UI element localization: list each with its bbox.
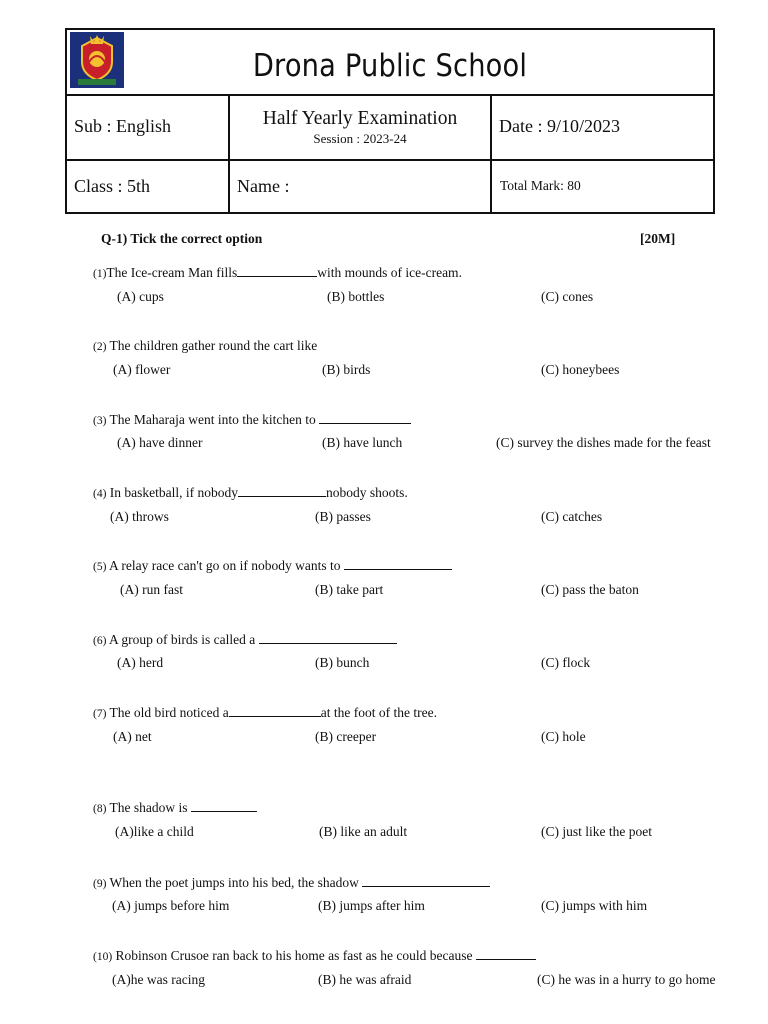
total-marks: Total Mark: 80	[500, 178, 581, 193]
question-text-after: nobody shoots.	[326, 485, 408, 500]
option-a: (A) throws	[110, 509, 169, 524]
question-number: (9)	[93, 878, 107, 890]
question-number: (7)	[93, 708, 107, 720]
option-b: (B) jumps after him	[318, 898, 425, 913]
option-c: (C) survey the dishes made for the feast	[496, 435, 711, 450]
option-a: (A) herd	[117, 655, 164, 670]
answer-blank	[229, 704, 321, 717]
option-b: (B) bunch	[315, 655, 370, 670]
subject-cell	[67, 96, 230, 161]
question-text: The Maharaja went into the kitchen to	[106, 412, 320, 427]
option-b: (B) take part	[315, 582, 384, 597]
option-b: (B) passes	[315, 509, 371, 524]
option-b: (B) creeper	[315, 729, 377, 744]
answer-blank	[476, 947, 536, 960]
question-number: (1)	[93, 268, 107, 280]
question-number: (3)	[93, 415, 107, 427]
answer-blank	[344, 557, 452, 570]
question-7	[93, 704, 437, 721]
option-b: (B) like an adult	[319, 824, 408, 839]
total-marks-cell	[492, 161, 715, 214]
option-b: (B) bottles	[327, 289, 385, 304]
question-10	[93, 947, 536, 964]
option-c: (C) catches	[541, 509, 603, 524]
option-c: (C) hole	[541, 729, 586, 744]
answer-blank	[362, 874, 490, 887]
option-c: (C) he was in a hurry to go home	[537, 972, 716, 987]
option-c: (C) flock	[541, 655, 591, 670]
question-text: The old bird noticed a	[106, 705, 229, 720]
option-a: (A) net	[113, 729, 152, 744]
option-c: (C) cones	[541, 289, 594, 304]
question-number: (4)	[93, 488, 107, 500]
question-text: The children gather round the cart like	[106, 338, 318, 353]
subject-label: Sub : English	[74, 116, 172, 136]
name-cell	[230, 161, 492, 214]
section-marks: [20M]	[640, 231, 676, 246]
exam-title: Half Yearly Examination	[262, 108, 458, 129]
answer-blank	[237, 264, 317, 277]
question-text: The shadow is	[106, 800, 191, 815]
option-a: (A) jumps before him	[112, 898, 230, 913]
question-2	[93, 338, 317, 354]
option-a: (A)like a child	[115, 824, 194, 839]
question-1	[93, 264, 462, 281]
question-text: A group of birds is called a	[106, 632, 259, 647]
option-a: (A) cups	[117, 289, 164, 304]
header-table	[65, 28, 715, 214]
exam-cell	[230, 96, 492, 161]
question-text: When the poet jumps into his bed, the shadow	[106, 875, 363, 890]
option-b: (B) have lunch	[322, 435, 403, 450]
question-number: (6)	[93, 635, 107, 647]
question-text-after: at the foot of the tree.	[320, 705, 437, 720]
option-c: (C) jumps with him	[541, 898, 648, 913]
option-c: (C) honeybees	[541, 362, 620, 377]
option-a: (A) have dinner	[117, 435, 203, 450]
answer-blank	[191, 799, 257, 812]
question-number: (2)	[93, 341, 107, 353]
question-text: A relay race can't go on if nobody wants to	[106, 558, 344, 573]
question-5	[93, 557, 452, 574]
question-3	[93, 411, 411, 428]
exam-session: Session : 2023-24	[313, 131, 407, 146]
question-text: The Ice-cream Man fills	[106, 265, 238, 280]
date-cell	[492, 96, 715, 161]
question-4	[93, 484, 408, 501]
name-label: Name :	[237, 176, 290, 196]
header-title-row	[67, 30, 713, 96]
option-a: (A) flower	[113, 362, 171, 377]
class-label: Class : 5th	[74, 176, 151, 196]
answer-blank	[238, 484, 326, 497]
question-number: (10)	[93, 951, 113, 963]
option-b: (B) he was afraid	[318, 972, 412, 987]
question-text: In basketball, if nobody	[106, 485, 239, 500]
option-a: (A)he was racing	[112, 972, 205, 987]
section-title: Q-1) Tick the correct option	[101, 231, 263, 246]
school-name: Drona Public School	[252, 48, 528, 84]
question-number: (5)	[93, 561, 107, 573]
question-number: (8)	[93, 803, 107, 815]
option-b: (B) birds	[322, 362, 371, 377]
question-8	[93, 799, 257, 816]
exam-date: Date : 9/10/2023	[499, 116, 620, 136]
option-c: (C) just like the poet	[541, 824, 652, 839]
question-text-after: with mounds of ice-cream.	[317, 265, 462, 280]
option-a: (A) run fast	[120, 582, 183, 597]
answer-blank	[259, 631, 397, 644]
question-text: Robinson Crusoe ran back to his home as fast as he could because	[112, 948, 476, 963]
option-c: (C) pass the baton	[541, 582, 639, 597]
answer-blank	[319, 411, 411, 424]
question-9	[93, 874, 490, 891]
question-6	[93, 631, 397, 648]
class-cell	[67, 161, 230, 214]
